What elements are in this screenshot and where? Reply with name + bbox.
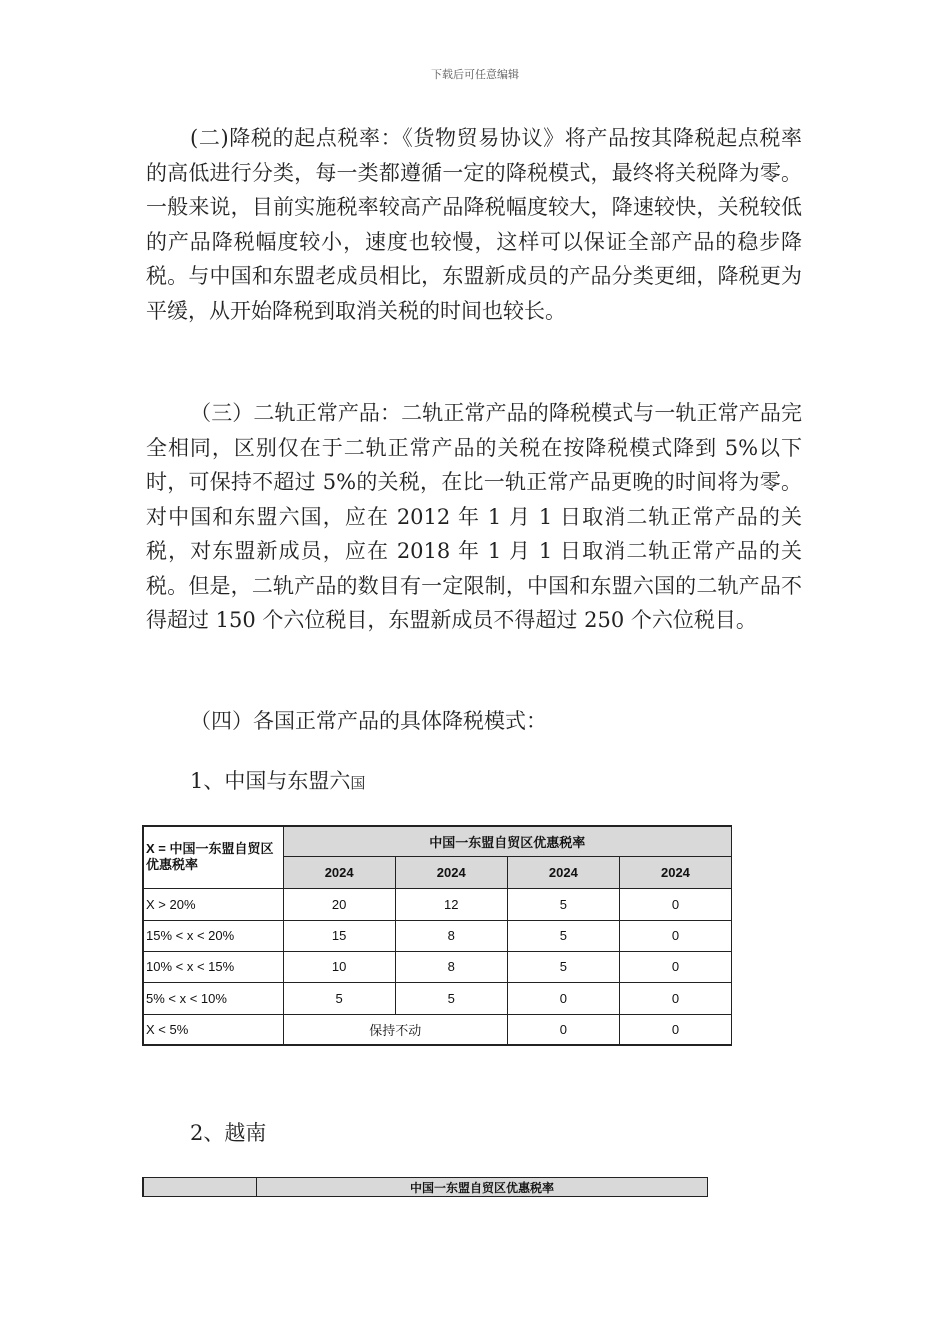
rate-cell: 12 xyxy=(395,888,507,920)
table-row xyxy=(143,982,732,1014)
rate-cell: 0 xyxy=(507,1014,619,1045)
rate-cell: 8 xyxy=(395,951,507,982)
rate-table-vietnam xyxy=(142,1177,708,1197)
row-label: X < 5% xyxy=(143,1014,283,1045)
row-label: 5% < x < 10% xyxy=(143,982,283,1014)
rate-cell: 0 xyxy=(619,982,731,1014)
year-header: 2024 xyxy=(395,856,507,888)
page-header: 下载后可任意编辑 xyxy=(431,68,519,81)
table-row xyxy=(143,920,732,951)
row-label: 10% < x < 15% xyxy=(143,951,283,982)
table-group-header: 中国一东盟自贸区优惠税率 xyxy=(257,1178,708,1197)
rate-cell: 0 xyxy=(619,920,731,951)
merged-cell-unchanged: 保持不动 xyxy=(283,1014,507,1045)
table-row xyxy=(143,888,732,920)
rate-cell: 0 xyxy=(619,951,731,982)
table-corner-blank xyxy=(143,1178,257,1197)
table-corner-label: X = 中国一东盟自贸区优惠税率 xyxy=(143,826,283,888)
year-header: 2024 xyxy=(507,856,619,888)
row-label: 15% < x < 20% xyxy=(143,920,283,951)
row-label: X > 20% xyxy=(143,888,283,920)
year-header: 2024 xyxy=(619,856,731,888)
section-heading-vietnam: 2、越南 xyxy=(190,1121,267,1145)
rate-cell: 10 xyxy=(283,951,395,982)
paragraph-track-two-products: （三）二轨正常产品：二轨正常产品的降税模式与一轨正常产品完全相同，区别仅在于二轨正常产品的关税在按降税模式降到 5%以下时，可保持不超过 5%的关税，在比一轨正常产品更晚的时间将为零。对中国和东盟六国，应在 2012 年 1 月 1 日取消二轨正常产品的关税，对东盟新成员，应在 2018 年 1 月 1 日取消二轨正常产品的关税。但是，二轨产品的数目有一定限制，中国和东盟六国的二轨产品不得超过 150 个六位税目，东盟新成员不得超过 250 个六位税目。 xyxy=(146,401,802,632)
rate-cell: 5 xyxy=(507,888,619,920)
rate-cell: 5 xyxy=(395,982,507,1014)
rate-cell: 20 xyxy=(283,888,395,920)
rate-table-china-asean6 xyxy=(142,825,732,1046)
table-row xyxy=(143,951,732,982)
rate-cell: 0 xyxy=(619,888,731,920)
rate-cell: 5 xyxy=(283,982,395,1014)
rate-cell: 0 xyxy=(507,982,619,1014)
section-heading-china-asean6: 1、中国与东盟六国 xyxy=(190,769,366,793)
rate-cell: 5 xyxy=(507,920,619,951)
table-row xyxy=(143,1014,732,1045)
paragraph-tax-reduction-modes: （四）各国正常产品的具体降税模式： xyxy=(190,709,547,733)
rate-cell: 5 xyxy=(507,951,619,982)
rate-cell: 15 xyxy=(283,920,395,951)
paragraph-tax-starting-rate: (二)降税的起点税率：《货物贸易协议》将产品按其降税起点税率的高低进行分类，每一类都遵循一定的降税模式，最终将关税降为零。一般来说，目前实施税率较高产品降税幅度较大，降速较快，关税较低的产品降税幅度较小，速度也较慢，这样可以保证全部产品的稳步降税。与中国和东盟老成员相比，东盟新成员的产品分类更细，降税更为平缓，从开始降税到取消关税的时间也较长。 xyxy=(146,126,802,323)
rate-cell: 0 xyxy=(619,1014,731,1045)
rate-cell: 8 xyxy=(395,920,507,951)
table-group-header: 中国一东盟自贸区优惠税率 xyxy=(283,826,731,856)
year-header: 2024 xyxy=(283,856,395,888)
